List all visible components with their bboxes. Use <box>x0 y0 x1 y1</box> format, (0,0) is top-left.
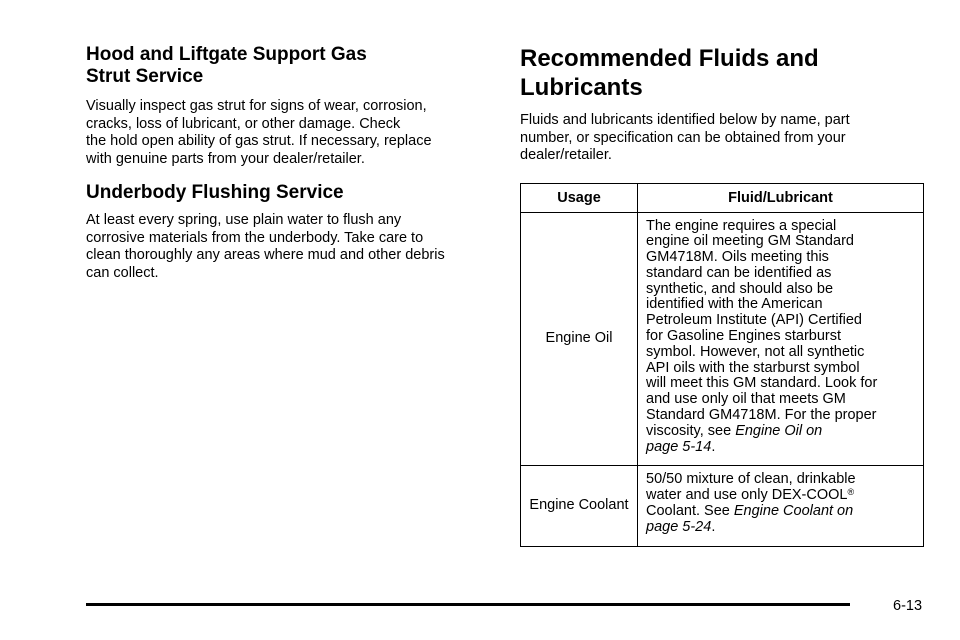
text-line: The engine requires a special <box>646 217 837 234</box>
fluids-intro-paragraph <box>520 112 924 165</box>
text-line: At least every spring, use plain water to flush any <box>86 212 402 228</box>
header-fluid-lubricant: Fluid/Lubricant <box>638 183 924 212</box>
table-row <box>521 466 924 546</box>
table-header-row <box>521 183 924 212</box>
text-line: Standard GM4718M. For the proper <box>646 407 877 424</box>
ref-prefix: Coolant. See <box>646 503 734 520</box>
text-line: GM4718M. Oils meeting this <box>646 249 829 266</box>
section-title-underbody: Underbody Flushing Service <box>86 182 344 203</box>
header-usage: Usage <box>521 183 638 212</box>
footer-rule <box>86 603 850 606</box>
section-title-gas-strut <box>86 44 494 88</box>
engine-coolant-page-ref-link[interactable]: page 5-24 <box>646 518 712 535</box>
left-column <box>86 44 494 282</box>
ref-prefix: viscosity, see <box>646 422 736 439</box>
gas-strut-paragraph <box>86 98 494 168</box>
text-line: identified with the American <box>646 296 823 313</box>
right-column <box>520 44 924 547</box>
text-line: 50/50 mixture of clean, drinkable <box>646 471 856 488</box>
text-line: standard can be identified as <box>646 264 832 281</box>
text-line: for Gasoline Engines starburst <box>646 328 842 345</box>
engine-oil-page-ref-link[interactable]: page 5-14 <box>646 438 712 455</box>
engine-coolant-ref-link[interactable]: Engine Coolant on <box>733 503 854 520</box>
text-line: water and use only DEX-COOL <box>646 487 848 504</box>
section-title-line: Strut Service <box>86 66 204 87</box>
section-title-line: Hood and Liftgate Support Gas <box>86 44 367 65</box>
text-line: engine oil meeting GM Standard <box>646 233 854 250</box>
text-line: clean thoroughly any areas where mud and other debris <box>86 247 445 263</box>
text-line: Visually inspect gas strut for signs of wear, corrosion, <box>86 98 427 114</box>
text-line: corrosive materials from the underbody. Take care to <box>86 229 424 246</box>
text-line: dealer/retailer. <box>520 147 612 163</box>
table-row <box>521 212 924 466</box>
underbody-paragraph <box>86 212 494 282</box>
page-title-fluids <box>520 44 924 102</box>
text-line: will meet this GM standard. Look for <box>646 375 878 392</box>
page-number: 6-13 <box>893 598 923 614</box>
usage-cell: Engine Oil <box>521 212 638 466</box>
text-line: can collect. <box>86 264 159 281</box>
text-line: and use only oil that meets GM <box>646 391 846 408</box>
engine-oil-ref-link[interactable]: Engine Oil on <box>735 422 823 439</box>
fluid-cell <box>638 212 924 466</box>
ref-suffix: . <box>711 438 716 455</box>
ref-suffix: . <box>711 518 716 535</box>
usage-cell: Engine Coolant <box>521 466 638 546</box>
text-line: with genuine parts from your dealer/retailer. <box>86 150 365 167</box>
text-line: Fluids and lubricants identified below by name, part <box>520 112 850 128</box>
text-line: the hold open ability of gas strut. If necessary, replace <box>86 133 432 149</box>
fluids-table <box>520 183 924 547</box>
title-line: Recommended Fluids and <box>520 45 819 72</box>
registered-mark: ® <box>847 487 855 498</box>
text-line: symbol. However, not all synthetic <box>646 343 865 360</box>
text-line: number, or specification can be obtained from your <box>520 129 846 146</box>
text-line: synthetic, and should also be <box>646 280 834 297</box>
title-line: Lubricants <box>520 74 643 101</box>
text-line: cracks, loss of lubricant, or other damage. Check <box>86 115 401 132</box>
text-line: Petroleum Institute (API) Certified <box>646 312 862 329</box>
text-line: API oils with the starburst symbol <box>646 359 860 376</box>
fluid-cell <box>638 466 924 546</box>
